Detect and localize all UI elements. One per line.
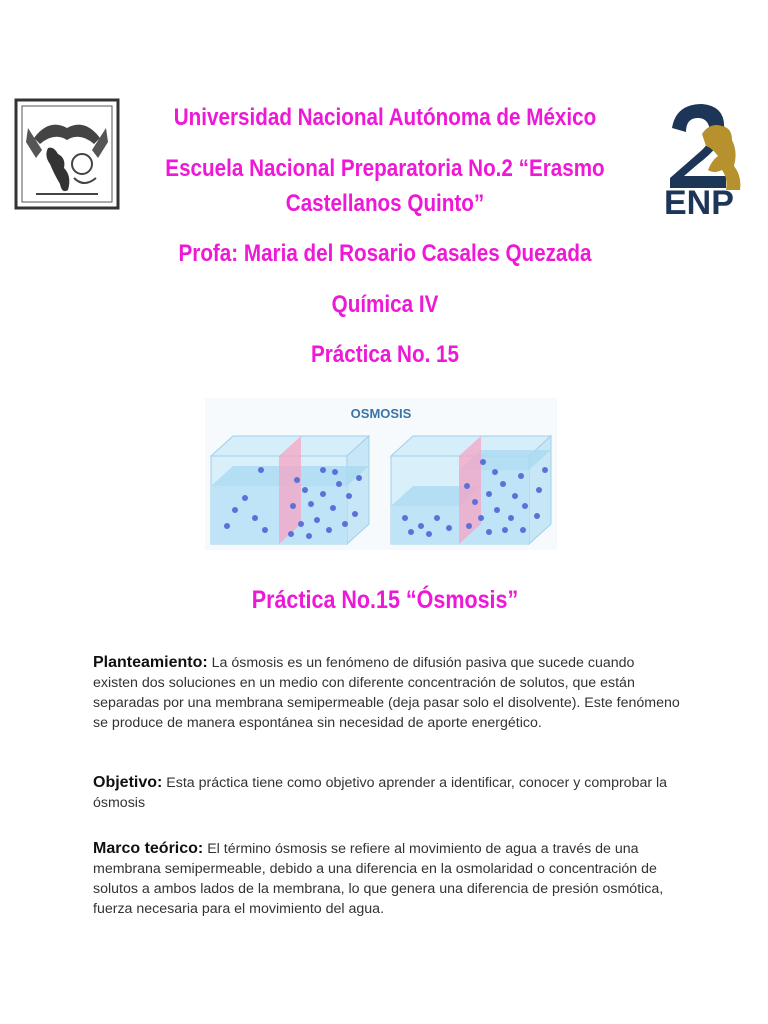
section-marco-teorico — [93, 839, 683, 919]
section-label: Planteamiento: — [93, 654, 208, 671]
section-text: El término ósmosis se refiere al movimiento de agua a través de una membrana semipermeable, debido a una diferencia en la osmolaridad o concentración de solutos a ambos lados de la membrana, lo que genera una diferencia de presión osmótica, fuerza necesaria para el movimiento del agua. — [93, 841, 664, 917]
section-text: La ósmosis es un fenómeno de difusión pasiva que sucede cuando existen dos soluciones en un medio con diferente concentración de solutos, que están separadas por una membrana semipermeable (deja pasar solo el disolvente). Este fenómeno se produce de manera espontánea sin necesidad de aporte energético. — [93, 655, 680, 731]
enp-logo-text: ENP — [664, 184, 734, 218]
practice-number: Práctica No. 15 — [310, 341, 460, 368]
osmosis-diagram — [205, 398, 557, 550]
left-tank — [211, 436, 369, 544]
university-title: Universidad Nacional Autónoma de México — [173, 104, 597, 131]
course-name: Química IV — [331, 291, 439, 318]
practice-title: Práctica No.15 “Ósmosis” — [251, 586, 519, 614]
section-label: Objetivo: — [93, 774, 163, 791]
osmosis-label: OSMOSIS — [350, 406, 412, 421]
right-tank — [391, 436, 551, 544]
unam-seal-logo — [14, 98, 120, 210]
enp2-logo — [662, 100, 748, 218]
teacher-name: Profa: Maria del Rosario Casales Quezada — [178, 240, 592, 267]
school-title-line1: Escuela Nacional Preparatoria No.2 “Erasmo — [165, 155, 605, 182]
school-title-line2: Castellanos Quinto” — [285, 190, 485, 217]
section-objetivo — [93, 773, 683, 813]
section-label: Marco teórico: — [93, 840, 204, 857]
section-planteamiento — [93, 653, 683, 733]
section-text: Esta práctica tiene como objetivo aprender a identificar, conocer y comprobar la ósmosis — [93, 775, 668, 811]
